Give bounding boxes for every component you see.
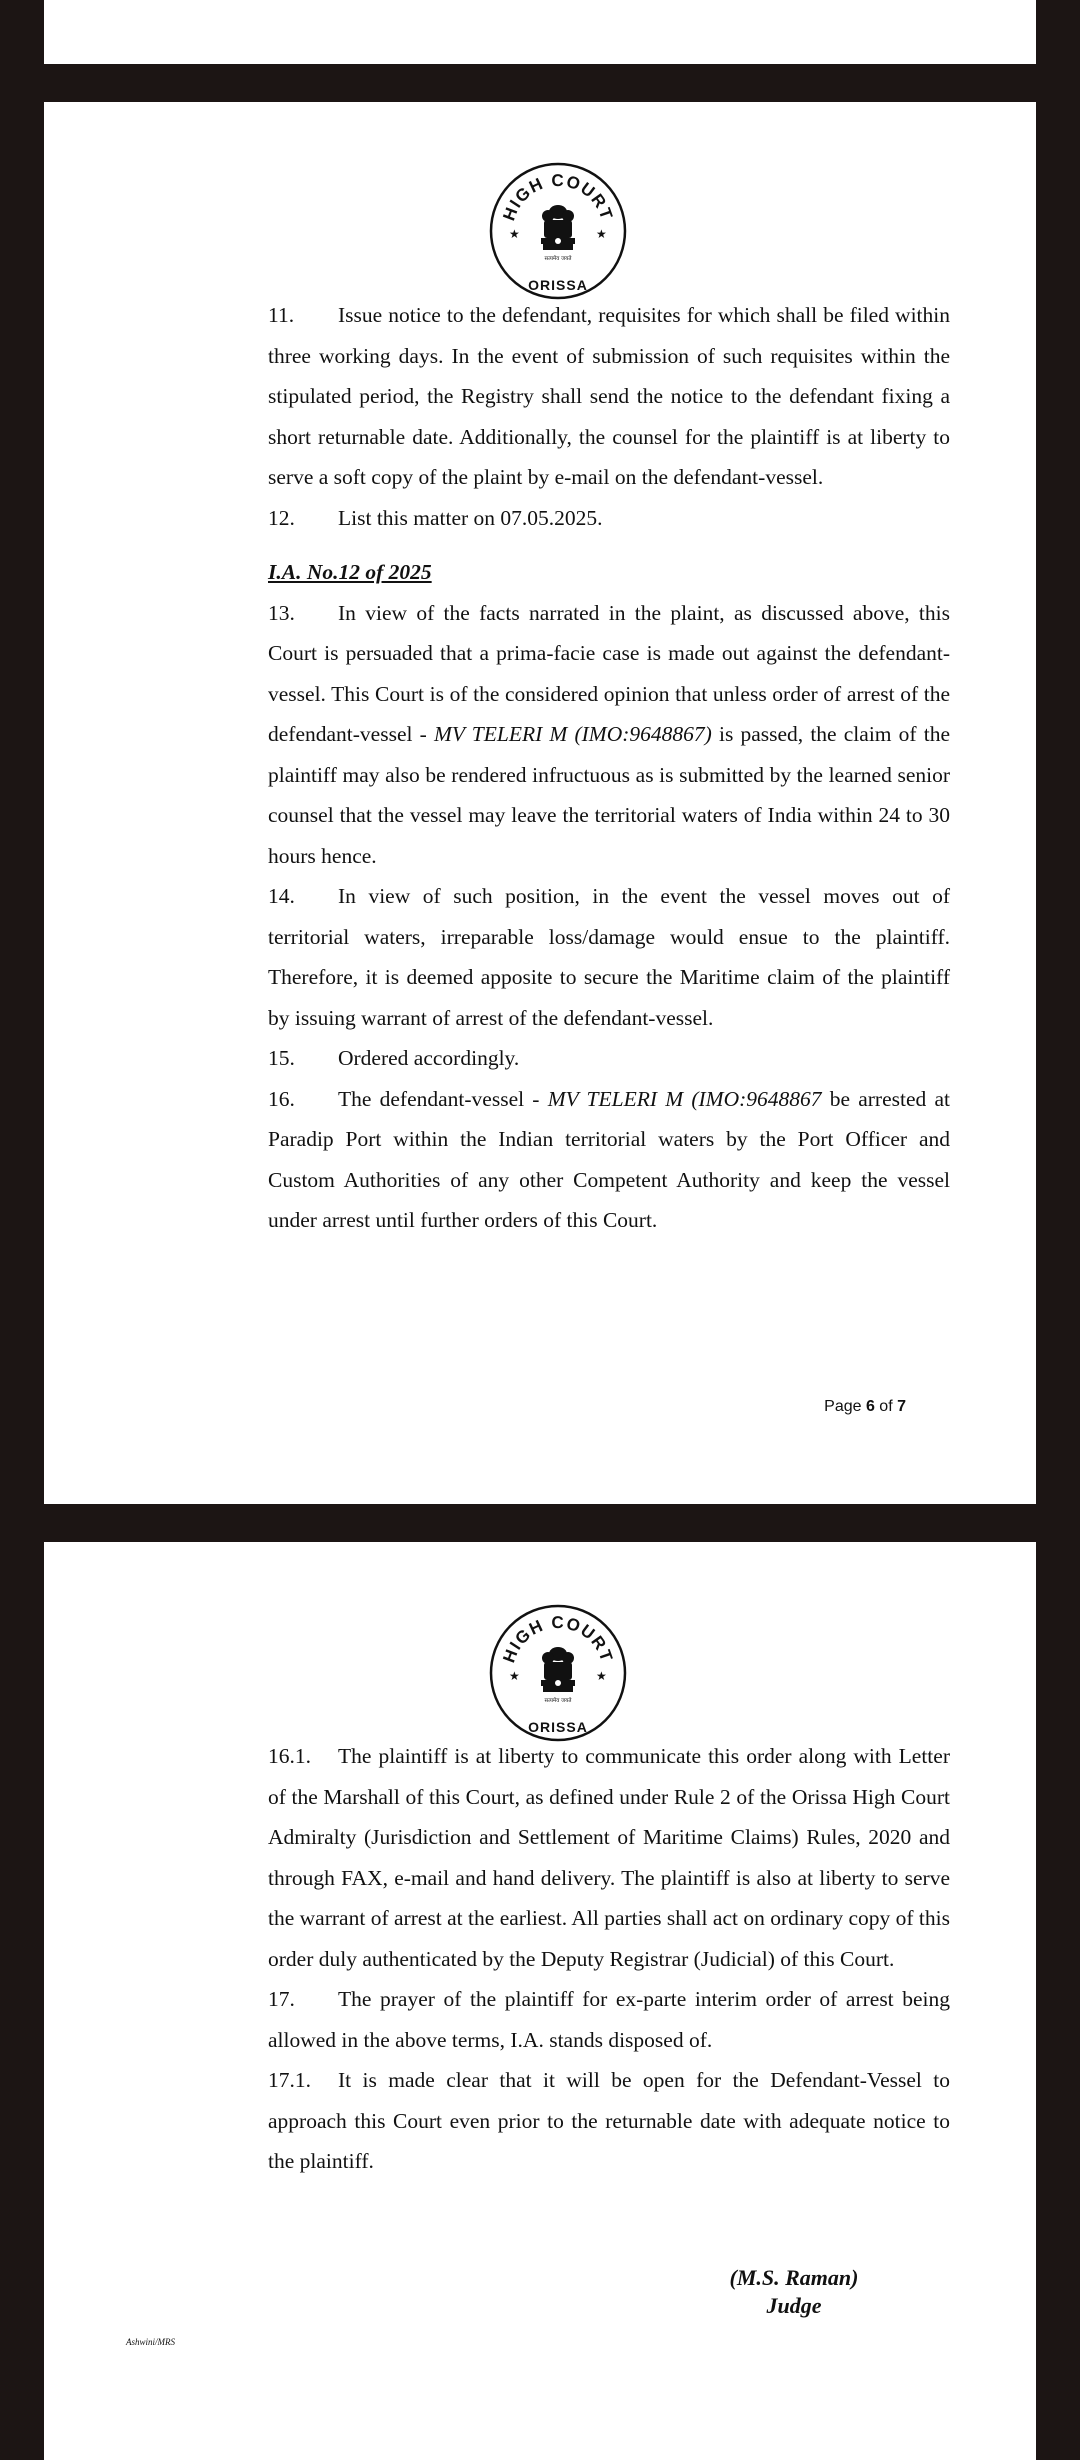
svg-text:★: ★	[596, 227, 607, 241]
seal-emblem-caption: सत्यमेव जयते	[544, 1698, 572, 1704]
page-number: Page 6 of 7	[824, 1398, 906, 1415]
paragraph-17: 17. The prayer of the plaintiff for ex-parte interim order of arrest being allowed in the above terms, I.A. stands disposed of.	[268, 1987, 950, 2052]
paragraph-17-1: 17.1. It is made clear that it will be open for the Defendant-Vessel to approach this Court even prior to the returnable date with adequate notice to the plaintiff.	[268, 2068, 950, 2173]
page-6-body	[268, 295, 950, 1241]
judge-title: Judge	[766, 2293, 822, 2318]
judge-name: (M.S. Raman)	[729, 2265, 859, 2290]
document-page-7	[44, 1542, 1036, 2460]
previous-page-bottom	[44, 0, 1036, 64]
paragraph-11: 11. Issue notice to the defendant, requisites for which shall be filed within three working days. In the event of submission of such requisites within the stipulated period, the Registry shall send the notice to the defendant fixing a short returnable date. Additionally, the counsel for the plaintiff is at liberty to serve a soft copy of the plaint by e-mail on the defendant-vessel.	[268, 303, 950, 489]
high-court-seal-icon	[487, 160, 629, 302]
svg-text:★: ★	[509, 227, 520, 241]
paragraph-13: 13. In view of the facts narrated in the plaint, as discussed above, this Court is persuaded that a prima-facie case is made out against the defendant-vessel. This Court is of the considered opinion that unless order of arrest of the defendant-vessel - MV TELERI M (IMO:9648867) is passed, the claim of the plaintiff may also be rendered infructuous as is submitted by the learned senior counsel that the vessel may leave the territorial waters of India within 24 to 30 hours hence.	[268, 600, 951, 868]
typist-initials: Ashwini/MRS	[126, 2337, 175, 2347]
svg-text:★: ★	[509, 1669, 520, 1683]
judge-signature-block	[644, 2264, 944, 2320]
svg-text:★: ★	[596, 1669, 607, 1683]
paragraph-15: 15. Ordered accordingly.	[268, 1046, 520, 1070]
seal-top-text: HIGH COURT	[499, 170, 617, 224]
seal-top-text: HIGH COURT	[499, 1612, 617, 1666]
seal-bottom-text: ORISSA	[528, 1719, 588, 1735]
section-heading: I.A. No.12 of 2025	[268, 560, 432, 584]
page-7-body	[268, 1736, 950, 2182]
paragraph-16-1: 16.1. The plaintiff is at liberty to communicate this order along with Letter of the Marshall of this Court, as defined under Rule 2 of the Orissa High Court Admiralty (Jurisdiction and Settlement of Maritime Claims) Rules, 2020 and through FAX, e-mail and hand delivery. The plaintiff is also at liberty to serve the warrant of arrest at the earliest. All parties shall act on ordinary copy of this order duly authenticated by the Deputy Registrar (Judicial) of this Court.	[268, 1744, 950, 1971]
high-court-seal-icon	[487, 1602, 629, 1744]
paragraph-12: 12. List this matter on 07.05.2025.	[268, 505, 603, 530]
seal-emblem-caption: सत्यमेव जयते	[544, 256, 572, 262]
paragraph-14: 14. In view of such position, in the event the vessel moves out of territorial waters, irreparable loss/damage would ensue to the plaintiff. Therefore, it is deemed apposite to secure the Maritime claim of the plaintiff by issuing warrant of arrest of the defendant-vessel.	[268, 884, 950, 1030]
paragraph-16: 16. The defendant-vessel - MV TELERI M (IMO:9648867 be arrested at Paradip Port within the Indian territorial waters by the Port Officer and Custom Authorities of any other Competent Authority and keep the vessel under arrest until further orders of this Court.	[268, 1086, 950, 1232]
document-page-6	[44, 102, 1036, 1504]
seal-bottom-text: ORISSA	[528, 277, 588, 293]
